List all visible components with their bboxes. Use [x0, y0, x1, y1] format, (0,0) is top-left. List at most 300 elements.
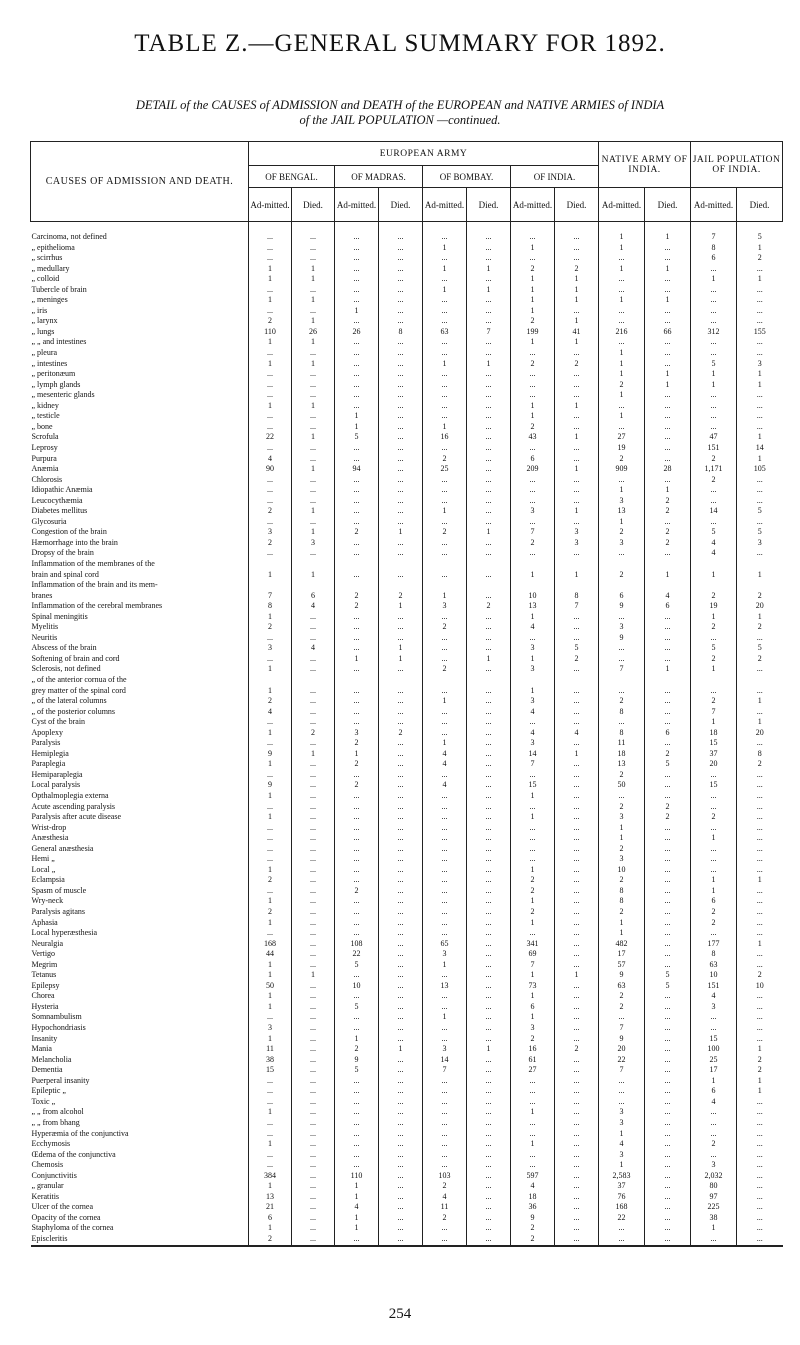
table-cell: 41	[555, 327, 599, 338]
table-cell: 2	[335, 527, 379, 538]
table-cell: ...	[335, 1012, 379, 1023]
table-cell: 1	[249, 791, 292, 802]
table-cell: 2	[511, 907, 555, 918]
table-row	[31, 622, 783, 633]
table-cell: ...	[335, 823, 379, 834]
table-cell: 73	[511, 981, 555, 992]
table-cell: 3	[599, 1118, 645, 1129]
table-cell: ...	[645, 517, 691, 528]
table-cell: ...	[467, 686, 511, 697]
table-cell: ...	[691, 411, 737, 422]
table-cell: 2	[511, 538, 555, 549]
table-cell: 13	[423, 981, 467, 992]
table-cell: ...	[292, 1023, 335, 1034]
table-cell: ...	[249, 1118, 292, 1129]
table-cell	[467, 580, 511, 591]
table-cell: ...	[335, 970, 379, 981]
table-cell: 5	[737, 506, 783, 517]
table-cell: ...	[379, 1002, 423, 1013]
table-cell: 1	[737, 274, 783, 285]
table-cell: ...	[249, 1160, 292, 1171]
table-row	[31, 453, 783, 464]
table-cell: ...	[511, 485, 555, 496]
table-cell: ...	[335, 401, 379, 412]
table-cell: ...	[555, 896, 599, 907]
table-row	[31, 1034, 783, 1045]
table-cell	[555, 559, 599, 570]
table-cell: ...	[335, 538, 379, 549]
table-cell: ...	[423, 1139, 467, 1150]
table-cell: 1	[249, 401, 292, 412]
table-cell: 5	[691, 643, 737, 654]
table-cell: 1	[511, 970, 555, 981]
table-cell: ...	[511, 1150, 555, 1161]
table-cell: ...	[379, 506, 423, 517]
table-row	[31, 327, 783, 338]
table-cell: 8	[691, 949, 737, 960]
table-cell: ...	[555, 517, 599, 528]
table-cell: ...	[511, 253, 555, 264]
table-cell: ...	[379, 886, 423, 897]
cause-label: Anæsthesia	[31, 833, 69, 843]
table-cell: ...	[737, 1034, 783, 1045]
table-cell: 16	[423, 432, 467, 443]
table-cell: 1	[691, 1076, 737, 1087]
table-cell: ...	[379, 443, 423, 454]
table-cell: ...	[691, 928, 737, 939]
cause-label: Hysteria	[31, 1001, 59, 1011]
table-cell: ...	[645, 443, 691, 454]
table-cell: 27	[599, 432, 645, 443]
table-cell: ...	[335, 222, 379, 243]
table-cell: ...	[379, 1107, 423, 1118]
table-cell: ...	[292, 1097, 335, 1108]
table-cell: ...	[737, 664, 783, 675]
table-cell: ...	[555, 823, 599, 834]
table-cell: ...	[423, 306, 467, 317]
table-cell: ...	[423, 1097, 467, 1108]
table-cell: 7	[467, 327, 511, 338]
cause-label: „ scirrhus	[31, 253, 63, 263]
table-cell: ...	[511, 823, 555, 834]
table-cell: ...	[645, 633, 691, 644]
table-cell: 1	[599, 369, 645, 380]
table-cell: ...	[379, 432, 423, 443]
table-cell: ...	[467, 1065, 511, 1076]
table-cell: ...	[379, 1076, 423, 1087]
table-cell: 4	[423, 749, 467, 760]
table-row	[31, 538, 783, 549]
table-cell	[379, 559, 423, 570]
table-cell: 6	[691, 1086, 737, 1097]
table-cell: ...	[335, 1160, 379, 1171]
table-cell: ...	[379, 1118, 423, 1129]
table-cell: ...	[511, 517, 555, 528]
cause-label: Keratitis	[31, 1191, 60, 1201]
table-cell: ...	[249, 306, 292, 317]
table-cell: 1	[292, 749, 335, 760]
table-cell: ...	[737, 1223, 783, 1234]
table-cell: ...	[737, 844, 783, 855]
table-cell	[249, 580, 292, 591]
table-cell: ...	[555, 1012, 599, 1023]
table-row	[31, 1044, 783, 1055]
cause-label: Opthalmoplegia externa	[31, 791, 109, 800]
table-cell: ...	[645, 865, 691, 876]
cause-label: Wry-neck	[31, 896, 64, 906]
page-number: 254	[388, 1306, 412, 1322]
table-row	[31, 643, 783, 654]
table-cell: ...	[467, 316, 511, 327]
cause-label: Chlorosis	[31, 474, 63, 484]
table-cell: ...	[467, 348, 511, 359]
table-cell: 1	[737, 243, 783, 254]
table-cell: ...	[335, 570, 379, 581]
table-cell: ...	[249, 1086, 292, 1097]
table-cell: ...	[599, 548, 645, 559]
table-cell: ...	[292, 854, 335, 865]
table-cell: 80	[691, 1181, 737, 1192]
table-cell: 1	[511, 812, 555, 823]
table-cell: ...	[379, 1192, 423, 1203]
table-cell: ...	[292, 453, 335, 464]
table-cell: ...	[335, 770, 379, 781]
table-cell: 1	[737, 875, 783, 886]
table-cell: ...	[555, 548, 599, 559]
table-cell: 1	[511, 686, 555, 697]
table-cell: 8	[599, 886, 645, 897]
table-cell: ...	[249, 1097, 292, 1108]
table-cell: 2	[645, 538, 691, 549]
table-cell: ...	[335, 643, 379, 654]
table-cell: ...	[379, 780, 423, 791]
table-cell: ...	[335, 548, 379, 559]
table-cell: 1	[292, 970, 335, 981]
table-cell: 1	[379, 643, 423, 654]
table-cell: 1	[335, 1223, 379, 1234]
table-cell: ...	[292, 1002, 335, 1013]
table-cell: ...	[599, 686, 645, 697]
table-cell: ...	[555, 1118, 599, 1129]
table-cell: 1	[292, 506, 335, 517]
table-cell: 15	[691, 738, 737, 749]
table-cell: ...	[249, 496, 292, 507]
table-cell: 1	[249, 264, 292, 275]
table-cell: ...	[645, 1181, 691, 1192]
table-cell: ...	[335, 991, 379, 1002]
table-cell	[379, 580, 423, 591]
table-cell: ...	[555, 1171, 599, 1182]
table-cell: ...	[645, 833, 691, 844]
table-cell: 7	[249, 591, 292, 602]
table-cell: 8	[379, 327, 423, 338]
table-cell: ...	[292, 1234, 335, 1246]
table-row	[31, 907, 783, 918]
table-cell: ...	[292, 496, 335, 507]
table-cell: ...	[645, 548, 691, 559]
table-row	[31, 928, 783, 939]
cause-label: „ lymph glands	[31, 379, 81, 389]
table-cell: 76	[599, 1192, 645, 1203]
table-cell: 2	[249, 622, 292, 633]
table-cell: 2	[249, 907, 292, 918]
table-cell: 1	[599, 348, 645, 359]
table-cell: ...	[423, 886, 467, 897]
table-cell: ...	[467, 918, 511, 929]
table-cell	[511, 675, 555, 686]
table-cell: 151	[691, 443, 737, 454]
table-cell	[511, 559, 555, 570]
cause-label: Œdema of the conjunctiva	[31, 1149, 116, 1159]
table-cell: ...	[467, 517, 511, 528]
table-cell: 3	[599, 812, 645, 823]
table-cell: 4	[691, 548, 737, 559]
table-cell: ...	[511, 222, 555, 243]
table-cell: ...	[292, 411, 335, 422]
table-cell: 2	[691, 654, 737, 665]
table-cell: 2	[737, 253, 783, 264]
table-cell: ...	[599, 1097, 645, 1108]
table-cell: ...	[423, 991, 467, 1002]
table-cell: 1	[599, 264, 645, 275]
table-cell: 2	[645, 496, 691, 507]
table-cell: 1	[335, 1034, 379, 1045]
table-row	[31, 559, 783, 570]
table-cell: ...	[292, 1171, 335, 1182]
table-row	[31, 833, 783, 844]
table-cell: 4	[555, 728, 599, 739]
table-cell: ...	[645, 1192, 691, 1203]
table-cell: ...	[737, 1181, 783, 1192]
table-row	[31, 496, 783, 507]
table-cell: ...	[555, 1065, 599, 1076]
table-row	[31, 1002, 783, 1013]
table-cell: 37	[691, 749, 737, 760]
table-cell: ...	[691, 686, 737, 697]
table-cell: ...	[292, 1128, 335, 1139]
table-cell: 105	[737, 464, 783, 475]
table-cell: ...	[467, 707, 511, 718]
table-cell: ...	[423, 1160, 467, 1171]
table-cell: ...	[467, 1012, 511, 1023]
table-cell: 2	[555, 264, 599, 275]
table-cell: ...	[467, 485, 511, 496]
table-cell: ...	[335, 1234, 379, 1246]
table-cell: ...	[645, 886, 691, 897]
table-cell: ...	[423, 1034, 467, 1045]
table-cell: ...	[467, 664, 511, 675]
table-cell: ...	[737, 306, 783, 317]
cause-label: „ pleura	[31, 348, 58, 358]
table-cell: 6	[511, 1002, 555, 1013]
table-cell: ...	[423, 633, 467, 644]
cause-label: Somnambulism	[31, 1012, 82, 1022]
table-cell: 2	[691, 453, 737, 464]
table-row	[31, 749, 783, 760]
table-cell: ...	[645, 717, 691, 728]
table-cell: 1	[511, 654, 555, 665]
cause-label: Idiopathic Anæmia	[31, 485, 93, 495]
table-cell: 597	[511, 1171, 555, 1182]
table-cell: ...	[335, 264, 379, 275]
table-cell: 2	[292, 728, 335, 739]
table-cell: ...	[691, 791, 737, 802]
table-cell: ...	[292, 380, 335, 391]
table-cell: ...	[379, 633, 423, 644]
table-cell: ...	[292, 844, 335, 855]
table-row	[31, 1055, 783, 1066]
table-cell: ...	[555, 1002, 599, 1013]
cause-label: Puerperal insanity	[31, 1075, 90, 1085]
table-cell: 1	[645, 570, 691, 581]
table-cell: 1	[249, 570, 292, 581]
table-cell: ...	[292, 875, 335, 886]
table-cell: 13	[599, 506, 645, 517]
table-cell: 1	[511, 896, 555, 907]
table-cell: 8	[599, 728, 645, 739]
table-row	[31, 1234, 783, 1246]
table-cell: ...	[292, 622, 335, 633]
table-cell: ...	[555, 854, 599, 865]
table-cell: ...	[292, 1044, 335, 1055]
table-cell: ...	[379, 1097, 423, 1108]
table-cell: ...	[249, 833, 292, 844]
table-cell: ...	[249, 717, 292, 728]
table-cell: 1	[599, 390, 645, 401]
jail-admitted-header: Ad-mitted.	[691, 188, 737, 222]
table-cell: 7	[599, 1065, 645, 1076]
table-cell: 168	[249, 939, 292, 950]
table-row	[31, 222, 783, 243]
table-cell: ...	[645, 1171, 691, 1182]
summary-table	[30, 141, 783, 1247]
bengal-admitted-header: Ad-mitted.	[249, 188, 292, 222]
table-cell: ...	[737, 401, 783, 412]
cause-label: Chemosis	[31, 1160, 64, 1170]
table-cell: 1	[249, 359, 292, 370]
table-cell: 103	[423, 1171, 467, 1182]
table-cell: 2	[249, 538, 292, 549]
table-cell: ...	[691, 285, 737, 296]
table-row	[31, 359, 783, 370]
table-cell: ...	[555, 1086, 599, 1097]
page-title: TABLE Z.—GENERAL SUMMARY FOR 1892.	[134, 30, 666, 57]
table-cell: ...	[379, 359, 423, 370]
table-row	[31, 844, 783, 855]
table-row	[31, 780, 783, 791]
table-cell: ...	[292, 517, 335, 528]
table-cell: ...	[379, 960, 423, 971]
table-cell: 7	[511, 759, 555, 770]
table-cell: ...	[379, 875, 423, 886]
table-cell: 1	[599, 222, 645, 243]
table-cell: ...	[737, 1012, 783, 1023]
table-cell: ...	[645, 707, 691, 718]
table-cell: ...	[511, 548, 555, 559]
table-cell: ...	[335, 896, 379, 907]
table-cell: 3	[292, 538, 335, 549]
table-cell: ...	[467, 1118, 511, 1129]
table-cell: 1	[292, 274, 335, 285]
table-row	[31, 823, 783, 834]
table-row	[31, 570, 783, 581]
cause-label: Megrim	[31, 959, 58, 969]
table-cell: ...	[249, 1150, 292, 1161]
table-cell: 1	[423, 264, 467, 275]
cause-label: Softening of brain and cord	[31, 653, 120, 663]
table-cell: 2	[335, 886, 379, 897]
table-cell: ...	[555, 1192, 599, 1203]
table-cell: 2	[249, 696, 292, 707]
table-cell: ...	[423, 485, 467, 496]
cause-label: Opacity of the cornea	[31, 1212, 101, 1222]
table-cell: ...	[555, 759, 599, 770]
table-cell: 4	[292, 601, 335, 612]
table-cell	[555, 675, 599, 686]
table-cell: 1	[467, 285, 511, 296]
table-cell: ...	[423, 1128, 467, 1139]
cause-label: Local „	[31, 864, 56, 874]
table-cell: ...	[737, 475, 783, 486]
table-cell: ...	[511, 390, 555, 401]
table-cell: 4	[691, 991, 737, 1002]
table-cell: 1	[511, 570, 555, 581]
subtitle-line-1: DETAIL of the CAUSES of ADMISSION and DEATH of the EUROPEAN and NATIVE ARMIES of INDIA	[135, 98, 665, 112]
table-cell: 2	[599, 1002, 645, 1013]
table-cell: ...	[335, 865, 379, 876]
table-cell: ...	[511, 496, 555, 507]
table-cell: ...	[467, 812, 511, 823]
table-cell: ...	[379, 1181, 423, 1192]
table-cell: 15	[511, 780, 555, 791]
table-cell: 2	[511, 1234, 555, 1246]
table-cell: ...	[335, 496, 379, 507]
table-cell: 69	[511, 949, 555, 960]
table-cell: 1	[423, 359, 467, 370]
table-cell: ...	[645, 696, 691, 707]
table-cell: 1	[691, 1223, 737, 1234]
table-cell: ...	[249, 253, 292, 264]
table-cell: ...	[335, 348, 379, 359]
table-cell: ...	[467, 802, 511, 813]
table-cell: 5	[335, 1002, 379, 1013]
table-cell: 2	[691, 918, 737, 929]
table-cell: ...	[467, 506, 511, 517]
table-cell	[691, 580, 737, 591]
table-cell: ...	[467, 453, 511, 464]
table-cell: 1	[292, 316, 335, 327]
table-row	[31, 1202, 783, 1213]
table-cell: 3	[511, 1023, 555, 1034]
table-cell: ...	[737, 907, 783, 918]
table-cell: 1	[737, 696, 783, 707]
table-cell: ...	[467, 738, 511, 749]
table-row	[31, 1023, 783, 1034]
table-row	[31, 517, 783, 528]
table-cell: 1	[511, 612, 555, 623]
table-cell: ...	[467, 1139, 511, 1150]
table-cell: ...	[467, 759, 511, 770]
table-cell: ...	[335, 453, 379, 464]
table-cell: ...	[423, 401, 467, 412]
table-cell: 11	[599, 738, 645, 749]
table-cell: ...	[737, 960, 783, 971]
table-cell: ...	[645, 422, 691, 433]
table-cell: 1	[292, 401, 335, 412]
table-cell: 1	[737, 717, 783, 728]
cause-label: Inflammation of the membranes of the	[31, 558, 155, 568]
table-cell: ...	[467, 401, 511, 412]
